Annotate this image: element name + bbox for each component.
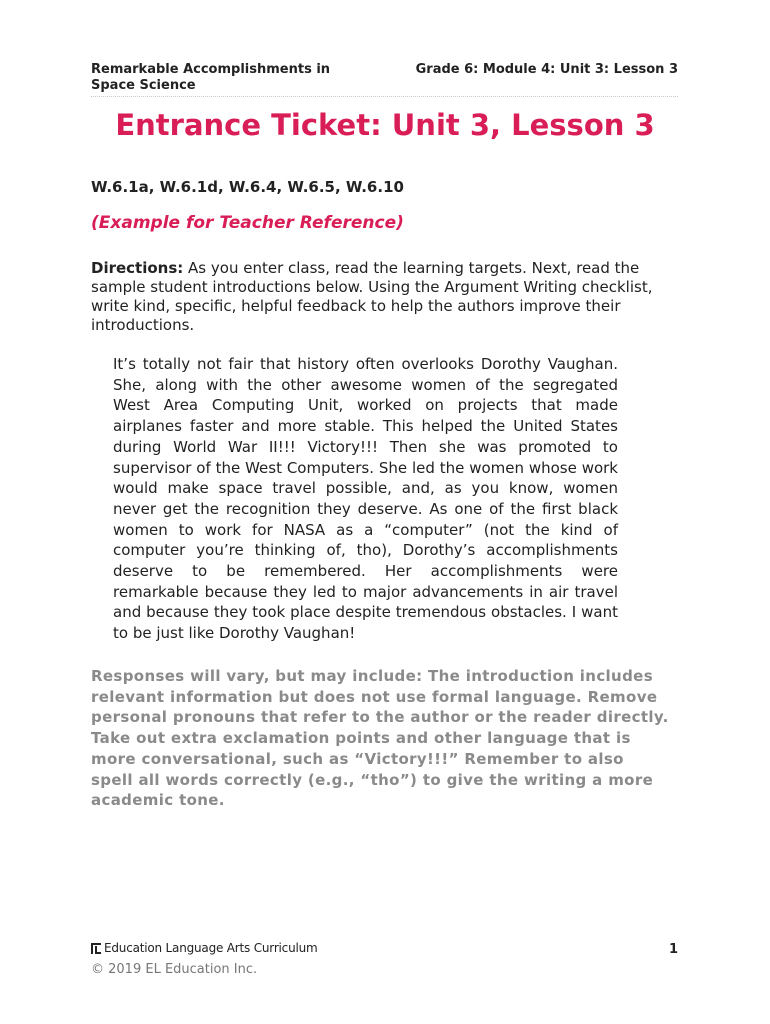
lesson-reference: Grade 6: Module 4: Unit 3: Lesson 3 <box>415 62 678 77</box>
module-title: Remarkable Accomplishments in Space Science <box>91 62 331 93</box>
example-note: (Example for Teacher Reference) <box>91 213 404 233</box>
directions-paragraph <box>91 259 666 335</box>
standards-list: W.6.1a, W.6.1d, W.6.4, W.6.5, W.6.10 <box>91 178 404 196</box>
copyright-notice: © 2019 EL Education Inc. <box>91 962 258 977</box>
directions-text: As you enter class, read the learning targets. Next, read the sample student introductions below. Using the Argument Writing checklist, write kind, specific, helpful feedback to help the authors improve their introductions. <box>91 259 653 334</box>
page-header <box>91 62 678 97</box>
sample-introduction: It’s totally not fair that history often overlooks Dorothy Vaughan. She, along with the other awesome women of the segregated West Area Computing Unit, worked on projects that made airplanes faster and more stable. This helped the United States during World War II!!! Victory!!! Then she was promoted to supervisor of the West Computers. She led the women whose work would make space travel possible, and, as you know, women never get the recognition they deserve. As one of the first black women to work for NASA as a “computer” (not the kind of computer you’re thinking of, tho), Dorothy’s accomplishments deserve to be remembered. Her accomplishments were remarkable because they led to major advancements in air travel and because they took place despite tremendous obstacles. I want to be just like Dorothy Vaughan! <box>113 355 618 643</box>
page-title: Entrance Ticket: Unit 3, Lesson 3 <box>115 108 655 142</box>
footer-logo <box>91 940 318 956</box>
directions-label: Directions: <box>91 259 184 277</box>
teacher-responses: Responses will vary, but may include: The introduction includes relevant information but does not use formal language. Remove personal pronouns that refer to the author or the reader directly. Take out extra exclamation points and other language that is more conversational, such as “Victory!!!” Remember to also spell all words correctly (e.g., “tho”) to give the writing a more academic tone. <box>91 667 669 810</box>
el-logo-icon <box>91 943 101 954</box>
footer-logo-text: Education Language Arts Curriculum <box>104 941 318 955</box>
page-number: 1 <box>669 942 679 957</box>
